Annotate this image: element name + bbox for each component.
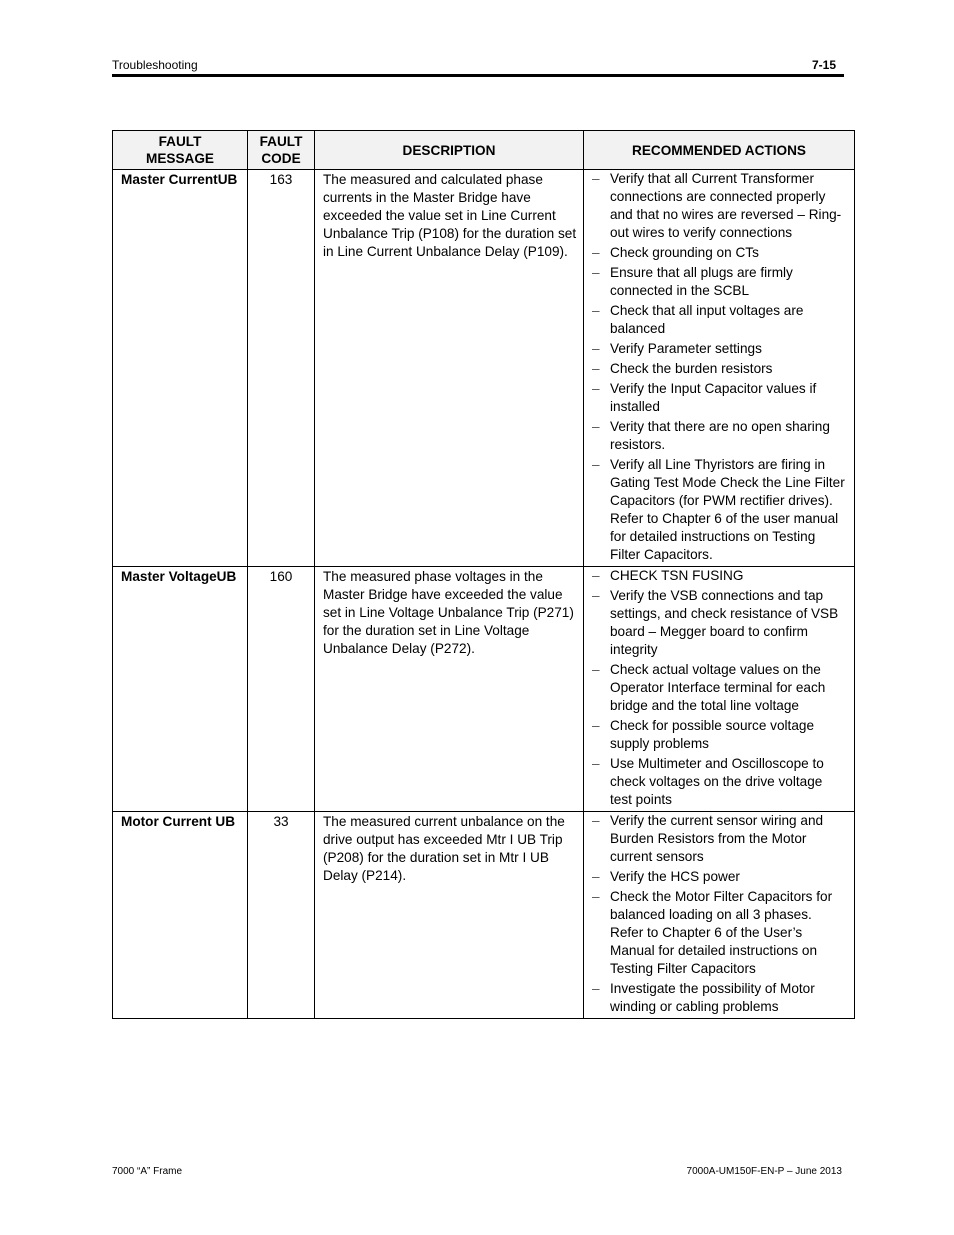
dash-bullet-icon: – [592, 756, 600, 771]
dash-bullet-icon: – [592, 171, 600, 186]
page-header [112, 56, 844, 77]
action-text: Verify the HCS power [610, 869, 740, 884]
dash-bullet-icon: – [592, 265, 600, 280]
action-text: Investigate the possibility of Motor winding or cabling problems [610, 981, 815, 1014]
dash-bullet-icon: – [592, 889, 600, 904]
action-text: Verify the Input Capacitor values if installed [610, 381, 817, 414]
recommended-actions [584, 170, 855, 567]
fault-description: The measured current unbalance on the drive output has exceeded Mtr I UB Trip (P208) for the duration set in Mtr I UB Delay (P214). [315, 812, 584, 1019]
list-item [592, 717, 848, 753]
dash-bullet-icon: – [592, 303, 600, 318]
list-item [592, 380, 848, 416]
fault-code: 33 [248, 812, 315, 1019]
action-text: Verify the VSB connections and tap settings, and check resistance of VSB board – Megger board to confirm integrity [610, 588, 839, 657]
page-number: 7-15 [811, 58, 836, 72]
action-text: Verify all Line Thyristors are firing in Gating Test Mode Check the Line Filter Capacitors (for PWM rectifier drives). Refer to Chapter 6 of the user manual for detailed instructions on Testing Filter Capacitors. [610, 457, 845, 562]
col-header-fault-code: FAULT CODE [248, 131, 315, 170]
action-text: Check grounding on CTs [610, 245, 759, 260]
action-list [592, 170, 848, 564]
dash-bullet-icon: – [592, 381, 600, 396]
footer-left: 7000 “A” Frame [112, 1166, 183, 1177]
action-text: Use Multimeter and Oscilloscope to check voltages on the drive voltage test points [610, 756, 824, 807]
dash-bullet-icon: – [592, 662, 600, 677]
list-item [592, 868, 848, 886]
dash-bullet-icon: – [592, 588, 600, 603]
list-item [592, 812, 848, 866]
fault-code: 163 [248, 170, 315, 567]
fault-table [112, 130, 855, 1019]
list-item [592, 587, 848, 659]
dash-bullet-icon: – [592, 718, 600, 733]
action-text: Verify that all Current Transformer connections are connected properly and that no wires are reversed – Ring-out wires to verify connections [610, 171, 842, 240]
action-text: Check that all input voltages are balanced [610, 303, 804, 336]
fault-message: Master VoltageUB [113, 567, 248, 812]
dash-bullet-icon: – [592, 981, 600, 996]
dash-bullet-icon: – [592, 457, 600, 472]
list-item [592, 264, 848, 300]
dash-bullet-icon: – [592, 869, 600, 884]
action-text: Verity that there are no open sharing resistors. [610, 419, 830, 452]
action-text: Check the burden resistors [610, 361, 773, 376]
col-header-fault-message: FAULT MESSAGE [113, 131, 248, 170]
list-item [592, 661, 848, 715]
action-list [592, 567, 848, 809]
section-title: Troubleshooting [112, 58, 198, 72]
footer-right: 7000A-UM150F-EN-P – June 2013 [686, 1166, 842, 1177]
action-text: Ensure that all plugs are firmly connected in the SCBL [610, 265, 793, 298]
recommended-actions [584, 812, 855, 1019]
dash-bullet-icon: – [592, 245, 600, 260]
fault-message: Master CurrentUB [113, 170, 248, 567]
col-header-description: DESCRIPTION [315, 131, 584, 170]
list-item [592, 170, 848, 242]
dash-bullet-icon: – [592, 341, 600, 356]
list-item [592, 456, 848, 564]
table-row [113, 812, 855, 1019]
list-item [592, 302, 848, 338]
list-item [592, 567, 848, 585]
dash-bullet-icon: – [592, 568, 600, 583]
list-item [592, 418, 848, 454]
list-item [592, 244, 848, 262]
recommended-actions [584, 567, 855, 812]
table-row [113, 170, 855, 567]
table-row [113, 567, 855, 812]
fault-description: The measured and calculated phase currents in the Master Bridge have exceeded the value set in Line Current Unbalance Trip (P108) for the duration set in Line Current Unbalance Delay (P109). [315, 170, 584, 567]
action-text: Verify Parameter settings [610, 341, 762, 356]
list-item [592, 888, 848, 978]
list-item [592, 980, 848, 1016]
action-text: Verify the current sensor wiring and Burden Resistors from the Motor current sensors [610, 813, 824, 864]
fault-description: The measured phase voltages in the Master Bridge have exceeded the value set in Line Voltage Unbalance Trip (P271) for the duration set in Line Voltage Unbalance Delay (P272). [315, 567, 584, 812]
dash-bullet-icon: – [592, 361, 600, 376]
fault-code: 160 [248, 567, 315, 812]
action-list [592, 812, 848, 1016]
fault-message: Motor Current UB [113, 812, 248, 1019]
dash-bullet-icon: – [592, 419, 600, 434]
list-item [592, 340, 848, 358]
action-text: Check the Motor Filter Capacitors for balanced loading on all 3 phases. Refer to Chapter 6 of the User’s Manual for detailed instructions on Testing Filter Capacitors [610, 889, 833, 976]
action-text: Check actual voltage values on the Operator Interface terminal for each bridge and the total line voltage [610, 662, 826, 713]
col-header-recommended-actions: RECOMMENDED ACTIONS [584, 131, 855, 170]
list-item [592, 755, 848, 809]
dash-bullet-icon: – [592, 813, 600, 828]
list-item [592, 360, 848, 378]
action-text: Check for possible source voltage supply problems [610, 718, 815, 751]
action-text: CHECK TSN FUSING [610, 568, 744, 583]
table-header-row [113, 131, 855, 170]
